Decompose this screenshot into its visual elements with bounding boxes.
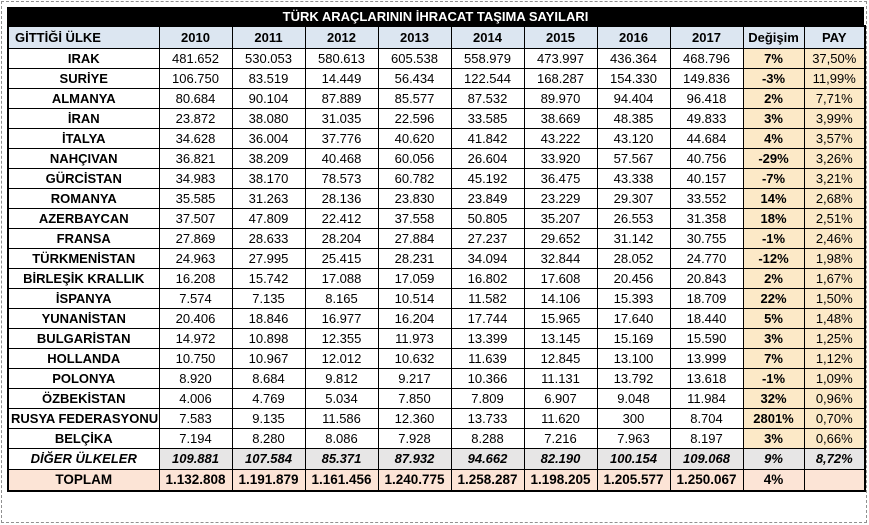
year-value-cell: 94.404 <box>597 88 670 108</box>
year-value-cell: 16.802 <box>451 268 524 288</box>
year-value-cell: 16.208 <box>159 268 232 288</box>
year-value-cell: 36.475 <box>524 168 597 188</box>
change-cell: 32% <box>743 388 804 408</box>
column-header: 2014 <box>451 26 524 48</box>
year-value-cell: 7.583 <box>159 408 232 428</box>
year-value-cell: 15.590 <box>670 328 743 348</box>
table-row <box>8 348 865 368</box>
year-value-cell: 27.869 <box>159 228 232 248</box>
table-row <box>8 408 865 428</box>
table-row <box>8 248 865 268</box>
year-value-cell: 13.792 <box>597 368 670 388</box>
share-cell: 1,98% <box>804 248 865 268</box>
year-value-cell: 38.209 <box>232 148 305 168</box>
year-value-cell: 29.307 <box>597 188 670 208</box>
year-value-cell: 11.586 <box>305 408 378 428</box>
year-value-cell: 78.573 <box>305 168 378 188</box>
year-value-cell: 15.965 <box>524 308 597 328</box>
change-cell: 14% <box>743 188 804 208</box>
table-row <box>8 268 865 288</box>
year-value-cell: 60.782 <box>378 168 451 188</box>
year-value-cell: 27.995 <box>232 248 305 268</box>
year-value-cell: 23.830 <box>378 188 451 208</box>
change-cell: 2801% <box>743 408 804 428</box>
share-cell: 2,68% <box>804 188 865 208</box>
change-cell: 7% <box>743 348 804 368</box>
year-value-cell: 17.088 <box>305 268 378 288</box>
spreadsheet-page <box>7 7 864 492</box>
year-value-cell: 31.263 <box>232 188 305 208</box>
year-value-cell: 107.584 <box>232 448 305 469</box>
year-value-cell: 26.553 <box>597 208 670 228</box>
table-row <box>8 308 865 328</box>
year-value-cell: 16.204 <box>378 308 451 328</box>
year-value-cell: 1.198.205 <box>524 469 597 491</box>
year-value-cell: 56.434 <box>378 68 451 88</box>
table-row <box>8 469 865 491</box>
year-value-cell: 13.100 <box>597 348 670 368</box>
year-value-cell: 30.755 <box>670 228 743 248</box>
year-value-cell: 37.507 <box>159 208 232 228</box>
change-cell: 7% <box>743 48 804 68</box>
year-value-cell: 468.796 <box>670 48 743 68</box>
year-value-cell: 31.035 <box>305 108 378 128</box>
change-cell: -1% <box>743 228 804 248</box>
country-cell: TÜRKMENİSTAN <box>8 248 159 268</box>
change-cell: 3% <box>743 328 804 348</box>
share-cell: 3,57% <box>804 128 865 148</box>
year-value-cell: 10.366 <box>451 368 524 388</box>
change-cell: -7% <box>743 168 804 188</box>
year-value-cell: 18.846 <box>232 308 305 328</box>
year-value-cell: 28.052 <box>597 248 670 268</box>
year-value-cell: 11.131 <box>524 368 597 388</box>
year-value-cell: 10.632 <box>378 348 451 368</box>
column-header: 2010 <box>159 26 232 48</box>
year-value-cell: 11.984 <box>670 388 743 408</box>
country-cell: TOPLAM <box>8 469 159 491</box>
change-cell: 2% <box>743 268 804 288</box>
year-value-cell: 17.640 <box>597 308 670 328</box>
country-cell: ALMANYA <box>8 88 159 108</box>
share-cell: 8,72% <box>804 448 865 469</box>
year-value-cell: 13.733 <box>451 408 524 428</box>
year-value-cell: 122.544 <box>451 68 524 88</box>
year-value-cell: 27.884 <box>378 228 451 248</box>
year-value-cell: 168.287 <box>524 68 597 88</box>
year-value-cell: 87.889 <box>305 88 378 108</box>
year-value-cell: 473.997 <box>524 48 597 68</box>
year-value-cell: 28.231 <box>378 248 451 268</box>
year-value-cell: 16.977 <box>305 308 378 328</box>
country-cell: ROMANYA <box>8 188 159 208</box>
year-value-cell: 37.776 <box>305 128 378 148</box>
year-value-cell: 1.191.879 <box>232 469 305 491</box>
year-value-cell: 29.652 <box>524 228 597 248</box>
year-value-cell: 10.967 <box>232 348 305 368</box>
year-value-cell: 530.053 <box>232 48 305 68</box>
country-cell: ÖZBEKİSTAN <box>8 388 159 408</box>
year-value-cell: 1.250.067 <box>670 469 743 491</box>
year-value-cell: 15.742 <box>232 268 305 288</box>
year-value-cell: 8.920 <box>159 368 232 388</box>
table-row <box>8 368 865 388</box>
year-value-cell: 43.222 <box>524 128 597 148</box>
year-value-cell: 24.770 <box>670 248 743 268</box>
country-cell: YUNANİSTAN <box>8 308 159 328</box>
year-value-cell: 85.371 <box>305 448 378 469</box>
export-data-table <box>7 25 866 492</box>
year-value-cell: 22.412 <box>305 208 378 228</box>
year-value-cell: 80.684 <box>159 88 232 108</box>
share-cell: 0,66% <box>804 428 865 448</box>
share-cell: 1,12% <box>804 348 865 368</box>
year-value-cell: 45.192 <box>451 168 524 188</box>
table-row <box>8 88 865 108</box>
year-value-cell: 40.620 <box>378 128 451 148</box>
table-row <box>8 388 865 408</box>
year-value-cell: 33.552 <box>670 188 743 208</box>
country-cell: İTALYA <box>8 128 159 148</box>
country-cell: BELÇİKA <box>8 428 159 448</box>
year-value-cell: 13.999 <box>670 348 743 368</box>
year-value-cell: 36.004 <box>232 128 305 148</box>
year-value-cell: 17.608 <box>524 268 597 288</box>
year-value-cell: 89.970 <box>524 88 597 108</box>
table-row <box>8 108 865 128</box>
year-value-cell: 83.519 <box>232 68 305 88</box>
column-header: 2011 <box>232 26 305 48</box>
year-value-cell: 13.399 <box>451 328 524 348</box>
year-value-cell: 7.574 <box>159 288 232 308</box>
year-value-cell: 149.836 <box>670 68 743 88</box>
year-value-cell: 5.034 <box>305 388 378 408</box>
share-cell: 11,99% <box>804 68 865 88</box>
year-value-cell: 10.514 <box>378 288 451 308</box>
year-value-cell: 23.872 <box>159 108 232 128</box>
table-title: TÜRK ARAÇLARININ İHRACAT TAŞIMA SAYILARI <box>7 7 864 25</box>
change-cell: -29% <box>743 148 804 168</box>
country-cell: RUSYA FEDERASYONU <box>8 408 159 428</box>
country-cell: DİĞER ÜLKELER <box>8 448 159 469</box>
share-cell <box>804 469 865 491</box>
year-value-cell: 85.577 <box>378 88 451 108</box>
year-value-cell: 8.086 <box>305 428 378 448</box>
country-cell: İSPANYA <box>8 288 159 308</box>
change-cell: -3% <box>743 68 804 88</box>
year-value-cell: 1.240.775 <box>378 469 451 491</box>
year-value-cell: 1.132.808 <box>159 469 232 491</box>
year-value-cell: 109.068 <box>670 448 743 469</box>
year-value-cell: 7.809 <box>451 388 524 408</box>
country-cell: GÜRCİSTAN <box>8 168 159 188</box>
table-row <box>8 48 865 68</box>
year-value-cell: 34.983 <box>159 168 232 188</box>
year-value-cell: 14.106 <box>524 288 597 308</box>
year-value-cell: 13.145 <box>524 328 597 348</box>
header-row <box>8 26 865 48</box>
year-value-cell: 12.845 <box>524 348 597 368</box>
year-value-cell: 8.197 <box>670 428 743 448</box>
country-cell: HOLLANDA <box>8 348 159 368</box>
year-value-cell: 8.288 <box>451 428 524 448</box>
year-value-cell: 12.360 <box>378 408 451 428</box>
share-cell: 2,51% <box>804 208 865 228</box>
year-value-cell: 436.364 <box>597 48 670 68</box>
year-value-cell: 1.258.287 <box>451 469 524 491</box>
year-value-cell: 23.849 <box>451 188 524 208</box>
share-cell: 1,67% <box>804 268 865 288</box>
column-header: 2013 <box>378 26 451 48</box>
year-value-cell: 4.769 <box>232 388 305 408</box>
year-value-cell: 31.358 <box>670 208 743 228</box>
column-header: 2012 <box>305 26 378 48</box>
year-value-cell: 50.805 <box>451 208 524 228</box>
table-row <box>8 328 865 348</box>
table-row <box>8 128 865 148</box>
table-row <box>8 168 865 188</box>
table-row <box>8 68 865 88</box>
table-row <box>8 428 865 448</box>
year-value-cell: 34.628 <box>159 128 232 148</box>
table-row <box>8 288 865 308</box>
year-value-cell: 8.684 <box>232 368 305 388</box>
country-cell: POLONYA <box>8 368 159 388</box>
year-value-cell: 34.094 <box>451 248 524 268</box>
year-value-cell: 40.157 <box>670 168 743 188</box>
year-value-cell: 28.136 <box>305 188 378 208</box>
share-cell: 0,96% <box>804 388 865 408</box>
year-value-cell: 49.833 <box>670 108 743 128</box>
year-value-cell: 24.963 <box>159 248 232 268</box>
year-value-cell: 40.468 <box>305 148 378 168</box>
year-value-cell: 31.142 <box>597 228 670 248</box>
share-cell: 3,26% <box>804 148 865 168</box>
year-value-cell: 580.613 <box>305 48 378 68</box>
share-cell: 37,50% <box>804 48 865 68</box>
country-cell: BULGARİSTAN <box>8 328 159 348</box>
column-header: PAY <box>804 26 865 48</box>
country-cell: BİRLEŞİK KRALLIK <box>8 268 159 288</box>
share-cell: 1,25% <box>804 328 865 348</box>
year-value-cell: 22.596 <box>378 108 451 128</box>
column-header: Değişim <box>743 26 804 48</box>
year-value-cell: 38.170 <box>232 168 305 188</box>
year-value-cell: 33.920 <box>524 148 597 168</box>
year-value-cell: 32.844 <box>524 248 597 268</box>
year-value-cell: 10.898 <box>232 328 305 348</box>
year-value-cell: 35.207 <box>524 208 597 228</box>
year-value-cell: 20.456 <box>597 268 670 288</box>
year-value-cell: 7.194 <box>159 428 232 448</box>
year-value-cell: 10.750 <box>159 348 232 368</box>
year-value-cell: 109.881 <box>159 448 232 469</box>
year-value-cell: 20.406 <box>159 308 232 328</box>
year-value-cell: 96.418 <box>670 88 743 108</box>
year-value-cell: 48.385 <box>597 108 670 128</box>
year-value-cell: 605.538 <box>378 48 451 68</box>
year-value-cell: 37.558 <box>378 208 451 228</box>
year-value-cell: 12.012 <box>305 348 378 368</box>
year-value-cell: 154.330 <box>597 68 670 88</box>
change-cell: 9% <box>743 448 804 469</box>
year-value-cell: 60.056 <box>378 148 451 168</box>
year-value-cell: 12.355 <box>305 328 378 348</box>
change-cell: 4% <box>743 469 804 491</box>
year-value-cell: 11.620 <box>524 408 597 428</box>
year-value-cell: 43.338 <box>597 168 670 188</box>
table-row <box>8 448 865 469</box>
year-value-cell: 20.843 <box>670 268 743 288</box>
change-cell: -1% <box>743 368 804 388</box>
change-cell: 3% <box>743 428 804 448</box>
share-cell: 1,50% <box>804 288 865 308</box>
year-value-cell: 11.582 <box>451 288 524 308</box>
column-header: 2015 <box>524 26 597 48</box>
year-value-cell: 25.415 <box>305 248 378 268</box>
country-cell: SURİYE <box>8 68 159 88</box>
year-value-cell: 8.704 <box>670 408 743 428</box>
share-cell: 0,70% <box>804 408 865 428</box>
year-value-cell: 7.216 <box>524 428 597 448</box>
year-value-cell: 47.809 <box>232 208 305 228</box>
year-value-cell: 90.104 <box>232 88 305 108</box>
change-cell: 4% <box>743 128 804 148</box>
year-value-cell: 8.165 <box>305 288 378 308</box>
year-value-cell: 7.850 <box>378 388 451 408</box>
country-cell: IRAK <box>8 48 159 68</box>
year-value-cell: 100.154 <box>597 448 670 469</box>
share-cell: 2,46% <box>804 228 865 248</box>
year-value-cell: 9.217 <box>378 368 451 388</box>
table-row <box>8 148 865 168</box>
year-value-cell: 87.932 <box>378 448 451 469</box>
change-cell: 3% <box>743 108 804 128</box>
year-value-cell: 1.205.577 <box>597 469 670 491</box>
country-cell: FRANSA <box>8 228 159 248</box>
column-header: GİTTİĞİ ÜLKE <box>8 26 159 48</box>
year-value-cell: 9.048 <box>597 388 670 408</box>
year-value-cell: 11.973 <box>378 328 451 348</box>
change-cell: 22% <box>743 288 804 308</box>
table-row <box>8 228 865 248</box>
year-value-cell: 40.756 <box>670 148 743 168</box>
year-value-cell: 13.618 <box>670 368 743 388</box>
year-value-cell: 41.842 <box>451 128 524 148</box>
year-value-cell: 558.979 <box>451 48 524 68</box>
year-value-cell: 33.585 <box>451 108 524 128</box>
country-cell: AZERBAYCAN <box>8 208 159 228</box>
year-value-cell: 17.059 <box>378 268 451 288</box>
year-value-cell: 9.812 <box>305 368 378 388</box>
year-value-cell: 18.709 <box>670 288 743 308</box>
year-value-cell: 4.006 <box>159 388 232 408</box>
year-value-cell: 300 <box>597 408 670 428</box>
share-cell: 3,99% <box>804 108 865 128</box>
year-value-cell: 87.532 <box>451 88 524 108</box>
table-row <box>8 208 865 228</box>
share-cell: 7,71% <box>804 88 865 108</box>
year-value-cell: 8.280 <box>232 428 305 448</box>
year-value-cell: 7.928 <box>378 428 451 448</box>
year-value-cell: 6.907 <box>524 388 597 408</box>
year-value-cell: 11.639 <box>451 348 524 368</box>
column-header: 2017 <box>670 26 743 48</box>
year-value-cell: 481.652 <box>159 48 232 68</box>
year-value-cell: 35.585 <box>159 188 232 208</box>
change-cell: 2% <box>743 88 804 108</box>
share-cell: 1,48% <box>804 308 865 328</box>
year-value-cell: 26.604 <box>451 148 524 168</box>
year-value-cell: 38.080 <box>232 108 305 128</box>
year-value-cell: 7.135 <box>232 288 305 308</box>
year-value-cell: 28.204 <box>305 228 378 248</box>
year-value-cell: 14.972 <box>159 328 232 348</box>
share-cell: 1,09% <box>804 368 865 388</box>
column-header: 2016 <box>597 26 670 48</box>
year-value-cell: 44.684 <box>670 128 743 148</box>
year-value-cell: 23.229 <box>524 188 597 208</box>
year-value-cell: 15.169 <box>597 328 670 348</box>
year-value-cell: 18.440 <box>670 308 743 328</box>
year-value-cell: 7.963 <box>597 428 670 448</box>
year-value-cell: 14.449 <box>305 68 378 88</box>
year-value-cell: 9.135 <box>232 408 305 428</box>
year-value-cell: 57.567 <box>597 148 670 168</box>
year-value-cell: 94.662 <box>451 448 524 469</box>
year-value-cell: 17.744 <box>451 308 524 328</box>
change-cell: 5% <box>743 308 804 328</box>
year-value-cell: 43.120 <box>597 128 670 148</box>
country-cell: İRAN <box>8 108 159 128</box>
year-value-cell: 82.190 <box>524 448 597 469</box>
change-cell: 18% <box>743 208 804 228</box>
year-value-cell: 106.750 <box>159 68 232 88</box>
year-value-cell: 27.237 <box>451 228 524 248</box>
change-cell: -12% <box>743 248 804 268</box>
year-value-cell: 15.393 <box>597 288 670 308</box>
share-cell: 3,21% <box>804 168 865 188</box>
year-value-cell: 38.669 <box>524 108 597 128</box>
year-value-cell: 1.161.456 <box>305 469 378 491</box>
country-cell: NAHÇIVAN <box>8 148 159 168</box>
table-row <box>8 188 865 208</box>
year-value-cell: 36.821 <box>159 148 232 168</box>
year-value-cell: 28.633 <box>232 228 305 248</box>
